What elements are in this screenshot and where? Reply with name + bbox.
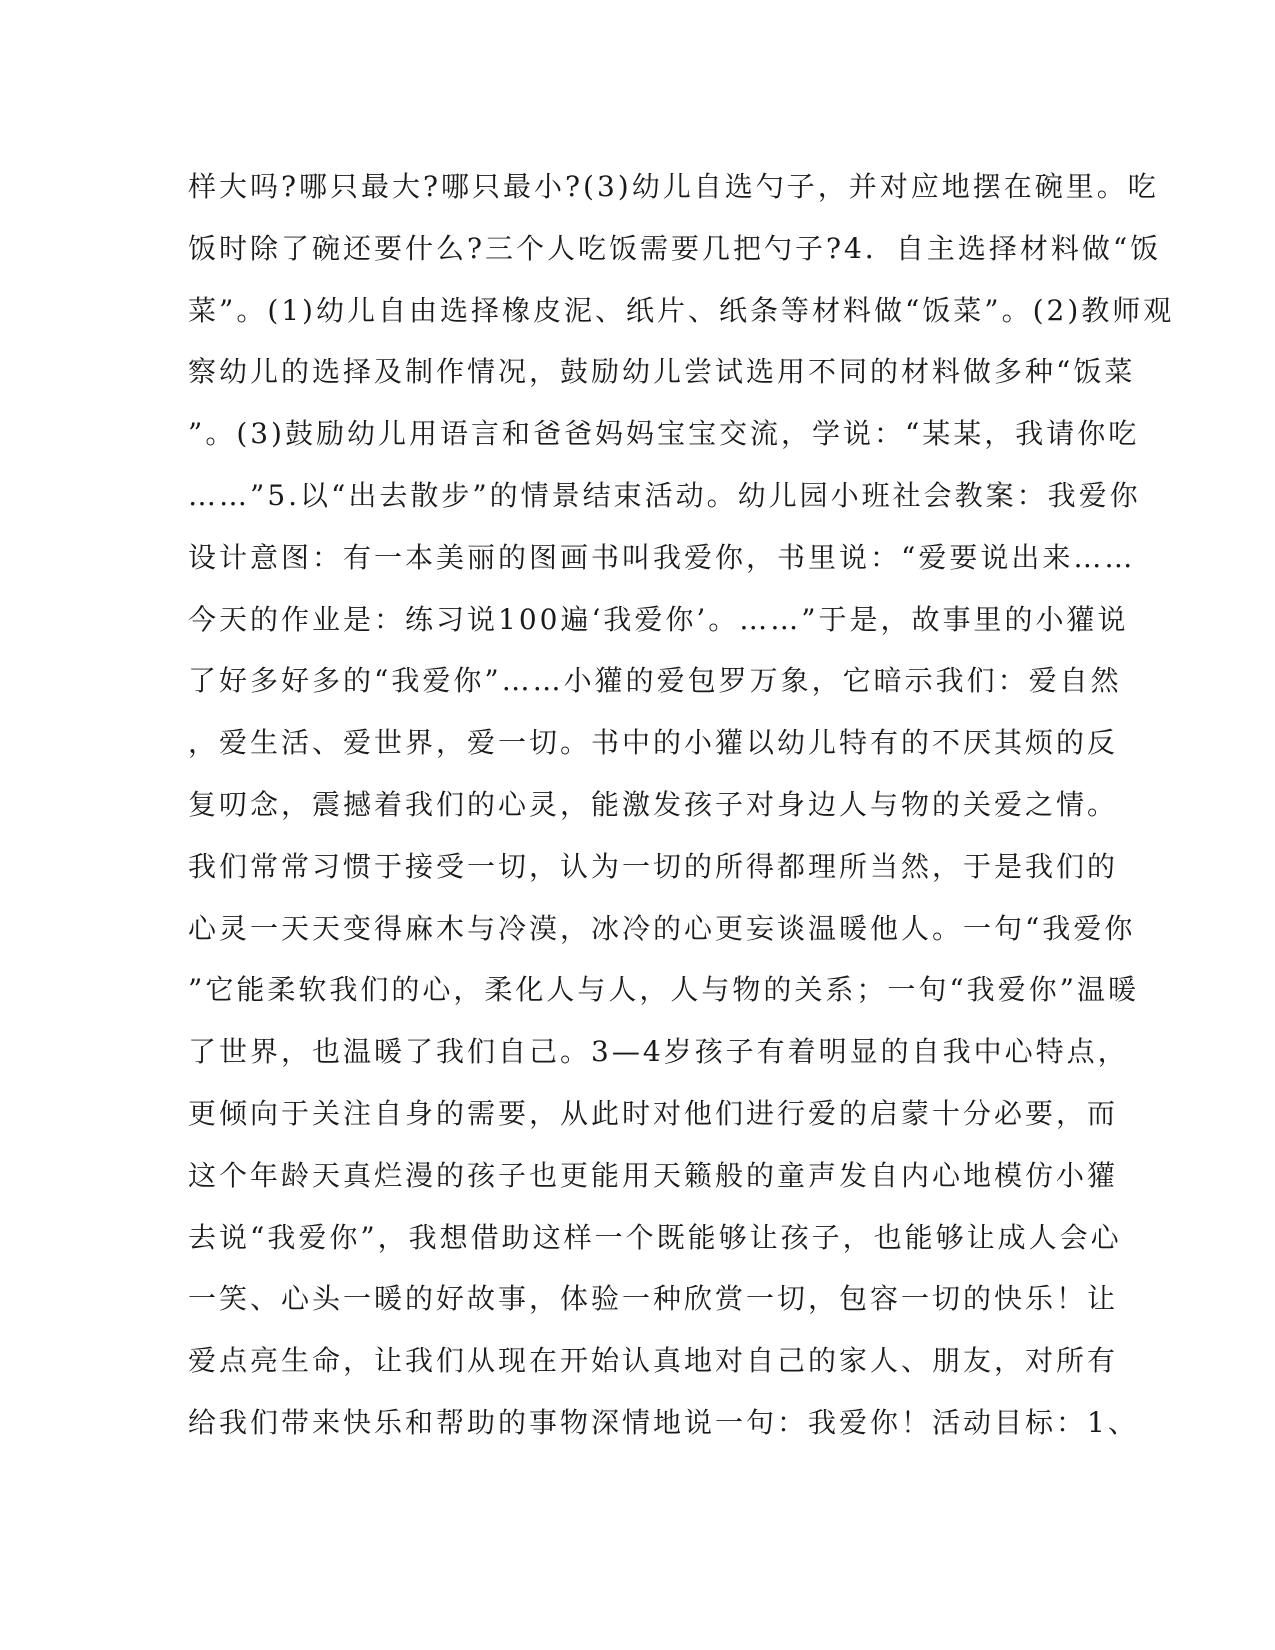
- text-line: 菜”。(1)幼儿自由选择橡皮泥、纸片、纸条等材料做“饭菜”。(2)教师观: [188, 293, 1175, 327]
- body-text: [188, 156, 1175, 1454]
- text-line: 爱点亮生命，让我们从现在开始认真地对自己的家人、朋友，对所有: [188, 1344, 1119, 1378]
- text-line: ，爱生活、爱世界，爱一切。书中的小獾以幼儿特有的不厌其烦的反: [188, 726, 1119, 760]
- text-line: 复叨念，震撼着我们的心灵，能激发孩子对身边人与物的关爱之情。: [188, 787, 1119, 821]
- text-line: 了世界，也温暖了我们自己。3—4岁孩子有着明显的自我中心特点，: [188, 1035, 1129, 1069]
- text-line: 我们常常习惯于接受一切，认为一切的所得都理所当然，于是我们的: [188, 849, 1119, 883]
- text-line: 察幼儿的选择及制作情况，鼓励幼儿尝试选用不同的材料做多种“饭菜: [188, 355, 1136, 389]
- text-line: 样大吗?哪只最大?哪只最小?(3)幼儿自选勺子，并对应地摆在碗里。吃: [188, 170, 1159, 203]
- text-line: 给我们带来快乐和帮助的事物深情地说一句：我爱你！活动目标：1、: [188, 1405, 1139, 1439]
- text-line: ”它能柔软我们的心，柔化人与人，人与物的关系；一句“我爱你”温暖: [188, 973, 1139, 1007]
- text-line: 一笑、心头一暖的好故事，体验一种欣赏一切，包容一切的快乐！让: [188, 1282, 1119, 1316]
- text-line: 更倾向于关注自身的需要，从此时对他们进行爱的启蒙十分必要，而: [188, 1096, 1119, 1130]
- text-line: ”。(3)鼓励幼儿用语言和爸爸妈妈宝宝交流，学说：“某某，我请你吃: [188, 417, 1140, 451]
- text-line: 饭时除了碗还要什么?三个人吃饭需要几把勺子?4．自主选择材料做“饭: [188, 231, 1162, 265]
- text-line: ……”5.以“出去散步”的情景结束活动。幼儿园小班社会教案：我爱你: [188, 478, 1141, 512]
- text-line: 今天的作业是：练习说100遍‘我爱你’。……”于是，故事里的小獾说: [188, 602, 1129, 636]
- text-line: 设计意图：有一本美丽的图画书叫我爱你，书里说：“爱要说出来……: [188, 540, 1136, 574]
- text-line: 了好多好多的“我爱你”……小獾的爱包罗万象，它暗示我们：爱自然: [188, 664, 1122, 698]
- text-line: 去说“我爱你”，我想借助这样一个既能够让孩子，也能够让成人会心: [188, 1220, 1122, 1254]
- text-line: 心灵一天天变得麻木与冷漠，冰冷的心更妄谈温暖他人。一句“我爱你: [188, 911, 1136, 945]
- text-line: 这个年龄天真烂漫的孩子也更能用天籁般的童声发自内心地模仿小獾: [188, 1158, 1119, 1192]
